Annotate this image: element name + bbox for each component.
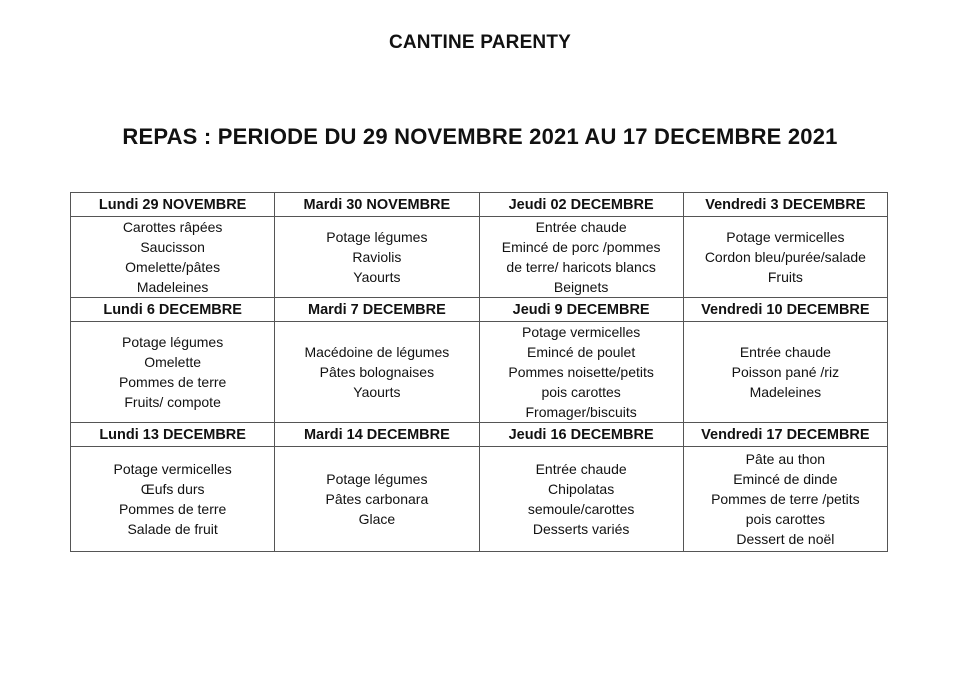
dish: Entrée chaude	[739, 344, 831, 360]
dish: Omelette/pâtes	[125, 259, 221, 275]
day-header-row	[71, 298, 888, 322]
meal-cell	[71, 447, 275, 552]
dish: Yaourts	[353, 269, 401, 285]
dish: Pommes noisette/petits	[508, 364, 654, 380]
dish: pois carottes	[745, 511, 826, 527]
dish: Entrée chaude	[535, 219, 627, 235]
day-header: Mardi 14 DECEMBRE	[275, 423, 479, 447]
dish: Pommes de terre	[118, 501, 227, 517]
dish: Carottes râpées	[122, 219, 223, 235]
dish: Saucisson	[140, 239, 205, 255]
dish: Poisson pané /riz	[731, 364, 840, 380]
day-header: Jeudi 16 DECEMBRE	[479, 423, 683, 447]
dish: Potage vermicelles	[113, 461, 232, 477]
day-header: Lundi 29 NOVEMBRE	[71, 193, 275, 217]
meal-cell	[683, 447, 887, 552]
day-header: Vendredi 17 DECEMBRE	[683, 423, 887, 447]
dish: Beignets	[553, 279, 609, 295]
dish: Pâte au thon	[745, 451, 826, 467]
dish: Glace	[358, 511, 396, 527]
dish: Yaourts	[353, 384, 401, 400]
day-header: Vendredi 10 DECEMBRE	[683, 298, 887, 322]
dish: de terre/ haricots blancs	[506, 259, 656, 275]
dish: Pâtes carbonara	[325, 491, 429, 507]
meal-cell	[71, 217, 275, 298]
meal-row	[71, 447, 888, 552]
meal-cell	[275, 322, 479, 423]
dish: Madeleines	[136, 279, 209, 295]
dish: semoule/carottes	[527, 501, 635, 517]
day-header: Mardi 30 NOVEMBRE	[275, 193, 479, 217]
page-title: CANTINE PARENTY	[388, 32, 572, 53]
period-subtitle: REPAS : PERIODE DU 29 NOVEMBRE 2021 AU 17 DECEMBRE 2021	[122, 124, 838, 149]
day-header: Lundi 13 DECEMBRE	[71, 423, 275, 447]
dish: Cordon bleu/purée/salade	[704, 249, 866, 265]
dish: Chipolatas	[548, 481, 615, 497]
dish: Pommes de terre	[118, 374, 227, 390]
dish: Potage vermicelles	[521, 324, 641, 340]
dish: Macédoine de légumes	[304, 344, 450, 360]
dish: Fruits	[767, 269, 803, 285]
meal-cell	[683, 322, 887, 423]
dish: Salade de fruit	[127, 521, 218, 537]
menu-table	[70, 192, 888, 552]
dish: Potage légumes	[326, 229, 428, 245]
meal-row	[71, 217, 888, 298]
meal-row	[71, 322, 888, 423]
dish: Emincé de dinde	[733, 471, 838, 487]
dish: Potage légumes	[326, 471, 428, 487]
meal-cell	[275, 447, 479, 552]
meal-cell	[479, 322, 683, 423]
meal-cell	[479, 447, 683, 552]
day-header: Mardi 7 DECEMBRE	[275, 298, 479, 322]
day-header-row	[71, 193, 888, 217]
meal-cell	[275, 217, 479, 298]
dish: Emincé de porc /pommes	[501, 239, 661, 255]
day-header: Lundi 6 DECEMBRE	[71, 298, 275, 322]
day-header: Vendredi 3 DECEMBRE	[683, 193, 887, 217]
meal-cell	[479, 217, 683, 298]
dish: Potage légumes	[122, 334, 224, 350]
dish: Œufs durs	[140, 481, 205, 497]
day-header: Jeudi 9 DECEMBRE	[479, 298, 683, 322]
dish: Entrée chaude	[535, 461, 627, 477]
dish: Potage vermicelles	[726, 229, 845, 245]
day-header: Jeudi 02 DECEMBRE	[479, 193, 683, 217]
dish: Fromager/biscuits	[525, 404, 637, 420]
dish: Emincé de poulet	[527, 344, 636, 360]
dish: Madeleines	[749, 384, 822, 400]
meal-cell	[71, 322, 275, 423]
dish: Desserts variés	[532, 521, 630, 537]
dish: Pommes de terre /petits	[711, 491, 860, 507]
dish: Dessert de noël	[736, 531, 835, 547]
dish: pois carottes	[541, 384, 621, 400]
meal-cell	[683, 217, 887, 298]
dish: Pâtes bolognaises	[319, 364, 435, 380]
dish: Omelette	[144, 354, 202, 370]
dish: Fruits/ compote	[124, 394, 221, 410]
day-header-row	[71, 423, 888, 447]
dish: Raviolis	[352, 249, 402, 265]
